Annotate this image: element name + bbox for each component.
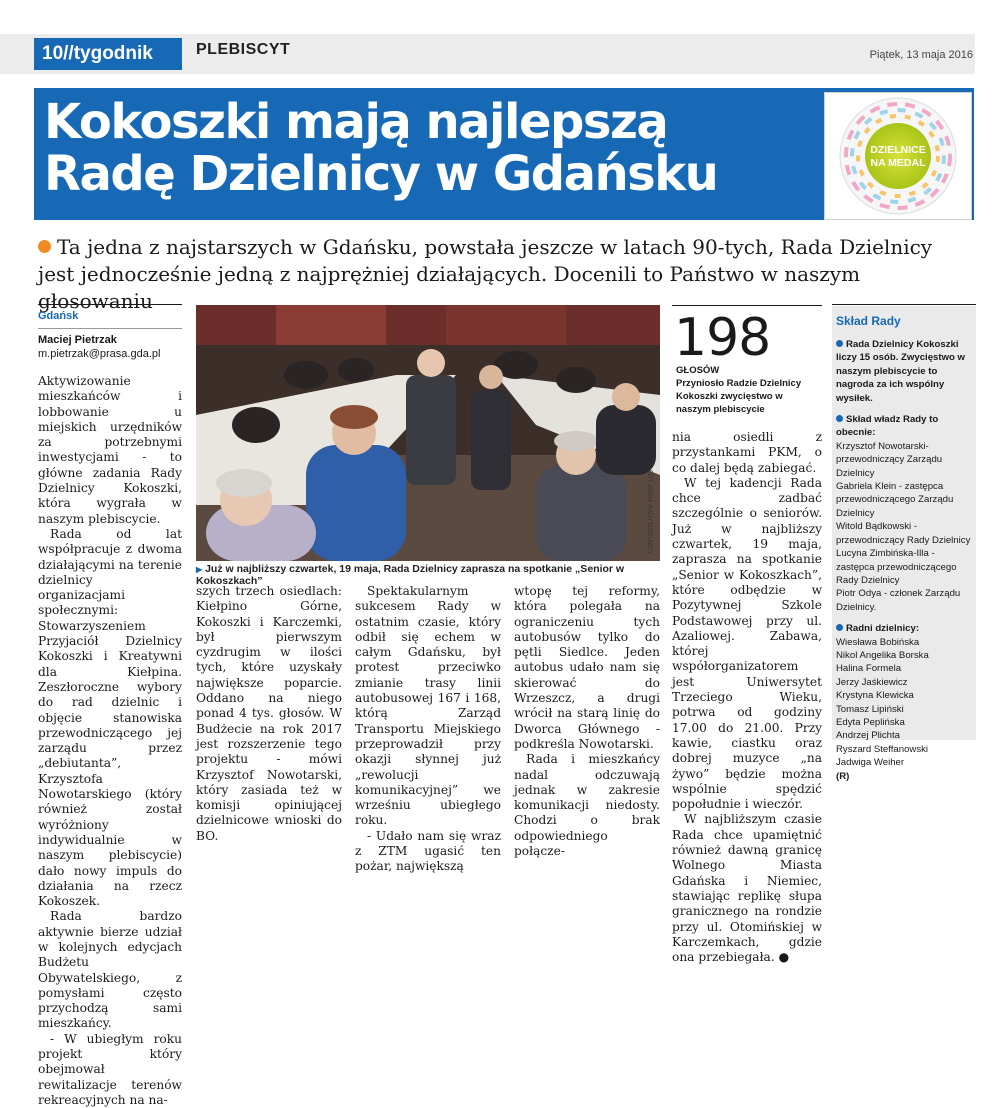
board-member: Piotr Odya - członek Zarządu Dzielnicy. — [836, 588, 961, 613]
orange-bullet-icon — [38, 240, 51, 253]
paragraph: Aktywizowanie mieszkańców i lobbowanie u miejskich urzędników za potrzebnymi inwestycjami - to główne zadania Rady Dzielnicy Kokoszki, która wygrała w naszym plebiscycie. — [38, 374, 182, 526]
article-column-2 — [196, 584, 342, 844]
sidebar-body — [836, 338, 972, 783]
article-column-1 — [38, 374, 182, 1108]
plebiscite-logo — [824, 92, 972, 220]
board-member: Gabriela Klein - zastępca przewodniczącego Zarządu Dzielnicy — [836, 481, 954, 519]
author-signature: (R) — [836, 770, 850, 782]
councillor: Jerzy Jaśkiewicz — [836, 676, 908, 688]
end-mark-icon: ● — [778, 950, 790, 965]
caption-text: Już w najbliższy czwartek, 19 maja, Rada Dzielnicy zaprasza na spotkanie „Senior w Kokoszkach” — [196, 563, 625, 587]
councillor: Edyta Peplińska — [836, 716, 905, 728]
sidebar-title: Skład Rady — [836, 314, 901, 328]
author-email[interactable]: m.pietrzak@prasa.gda.pl — [38, 348, 161, 360]
paragraph: nia osiedli z przystankami PKM, o co dalej będą zabiegać. — [672, 430, 822, 475]
paragraph: - W ubiegłym roku projekt który obejmował rewitalizacje terenów rekreacyjnych na na- — [38, 1031, 182, 1107]
board-member: Witold Bądkowski - przewodniczący Rady Dzielnicy — [836, 521, 971, 546]
photo-credit: FOT. ARCH. RADY DZIELNICY — [646, 470, 652, 555]
page-badge: 10//tygodnik — [34, 38, 182, 70]
issue-date: Piątek, 13 maja 2016 — [869, 49, 973, 61]
councillor: Wiesława Bobińska — [836, 636, 920, 648]
board-member: Krzysztof Nowotarski- przewodniczący Zarządu Dzielnicy — [836, 440, 943, 479]
article-column-5 — [672, 430, 822, 965]
author-name: Maciej Pietrzak — [38, 334, 117, 346]
councillor: Krystyna Klewicka — [836, 690, 914, 702]
paragraph — [672, 812, 822, 965]
lead-line-2: jest jednocześnie jedną z najprężniej działających. Docenili to Państwo w naszym głosowaniu — [38, 262, 861, 313]
councillor: Ryszard Steffanowski — [836, 743, 929, 755]
vote-count: 198 — [674, 308, 771, 368]
board-heading: Skład władz Rady to obecnie: — [836, 414, 939, 439]
board-member: Lucyna Zimbińska-Illa - zastępca przewodniczącego Rady Dzielnicy — [836, 548, 957, 586]
medal-line-2: NA MEDAL — [870, 157, 926, 169]
article-column-4 — [514, 584, 660, 859]
paragraph: Rada bardzo aktywnie bierze udział w kolejnych edycjach Budżetu Obywatelskiego, z pomysłami często przychodzą sami mieszkańcy. — [38, 909, 182, 1031]
blue-bullet-icon — [836, 624, 843, 631]
paragraph: W tej kadencji Rada chce zadbać szczególnie o seniorów. Już w najbliższy czwartek, 19 maja, zaprasza na spotkanie „Senior w Kokoszkach”, które odbędzie w Pozytywnej Szkole Podstawowej przy ul. Azaliowej. Zabawa, której współorganizatorem jest Uniwersytet Trzeciego Wieku, potrwa od godziny 17.00 do 21.00. Przy kawie, ciastku oraz dobrej muzyce „na żywo” będzie można wspólnie spędzić popołudnie i wieczór. — [672, 475, 822, 812]
paragraph: Rada od lat współpracuje z dwoma działającymi na terenie dzielnicy organizacjami społecznymi: Stowarzyszeniem Przyjaciół Dzielnicy Kokoszki i Kreatywni dla Kiełpina. Zeszłoroczne wybory do rad dzielnic i objęcie stanowiska przewodniczącego jej zarządu przez „debiutanta”, Krzysztofa Nowotarskiego (który również został wyróżniony indywidualnie w naszym plebiscycie) dało nowy impuls do działania na rzecz Kokoszek. — [38, 526, 182, 909]
paragraph: - Udało nam się wraz z ZTM ugasić ten pożar, największą — [355, 828, 501, 874]
event-photo — [196, 305, 660, 561]
councillor: Nikol Angelika Borska — [836, 649, 929, 661]
blue-bullet-icon — [836, 415, 843, 422]
article-column-3 — [355, 584, 501, 875]
paragraph: szych trzech osiedlach: Kiełpino Górne, Kokoszki i Karczemki, był pierwszym cyzdrugim w ilości tych, które uzyskały największe poparcie. Oddano na niego ponad 4 tys. głosów. W Budżecie na rok 2017 jest rozszerzenie tego projektu - mówi Krzysztof Nowotarski, który zasiada też w komisji opiniującej dzielnicowe wnioski do BO. — [196, 584, 342, 843]
paragraph-text: W najbliższym czasie Rada chce upamiętnić również dawną granicę Wolnego Miasta Gdańska i Niemiec, stawiając replikę słupa granicznego na rondzie przy ul. Otomińskiej w Karczemkach, gdzie ona przebiegała. — [672, 812, 822, 965]
councillor: Andrzej Plichta — [836, 730, 900, 742]
byline-rule — [38, 304, 182, 305]
vote-label-text: Przyniosło Radzie Dzielnicy Kokoszki zwycięstwo w naszym plebiscycie — [676, 378, 802, 415]
headline — [44, 96, 764, 200]
blue-bullet-icon — [836, 340, 843, 347]
lead-paragraph — [38, 234, 968, 315]
section-label: PLEBISCYT — [196, 41, 291, 58]
medal-icon — [825, 93, 971, 219]
sidebar-intro: Rada Dzielnicy Kokoszki liczy 15 osób. Zwycięstwo w naszym plebiscycie to nagroda za ich wspólny wysiłek. — [836, 339, 966, 404]
headline-line-1: Kokoszki mają najlepszą — [44, 94, 668, 150]
vote-label-title: GŁOSÓW — [676, 365, 720, 376]
councillors-heading: Radni dzielnicy: — [836, 622, 972, 635]
sidebar-rule — [832, 304, 976, 305]
councillor: Tomasz Lipiński — [836, 703, 904, 715]
paragraph: wtopę tej reformy, która polegała na ograniczeniu tych autobusów tylko do pętli Siedlce. Jeden autobus udało nam się skierować do Wrzeszcz, a drugi wrócił na starą linię do Dworca Głównego - podkreśla Nowotarski. — [514, 584, 660, 751]
caption-arrow-icon: ▶ — [196, 565, 203, 574]
factbox-rule — [672, 305, 822, 306]
paragraph: Spektakularnym sukcesem Rady w ostatnim czasie, który odbił się echem w całym Gdańsku, był protest przeciwko zmianie trasy linii autobusowej 167 i 168, którą Zarząd Transportu Miejskiego przeprowadził przy okazji słynnej już „rewolucji komunikacyjnej” we wrześniu ubiegłego roku. — [355, 584, 501, 828]
councillor: Halina Formela — [836, 663, 902, 675]
vote-label — [676, 364, 816, 416]
paragraph: Rada i mieszkańcy nadal odczuwają jednak w zakresie komunikacji niedosty. Chodzi o brak odpowiedniego połącze- — [514, 752, 660, 859]
councillor: Jadwiga Weiher — [836, 757, 905, 769]
lead-line-1: Ta jedna z najstarszych w Gdańsku, powstała jeszcze w latach 90-tych, Rada Dzielnicy — [57, 235, 933, 259]
medal-line-1: DZIELNICE — [870, 144, 926, 156]
dateline: Gdańsk — [38, 310, 79, 322]
headline-line-2: Radę Dzielnicy w Gdańsku — [44, 146, 718, 202]
byline-rule-2 — [38, 328, 182, 329]
photo-credit-area — [646, 470, 662, 560]
